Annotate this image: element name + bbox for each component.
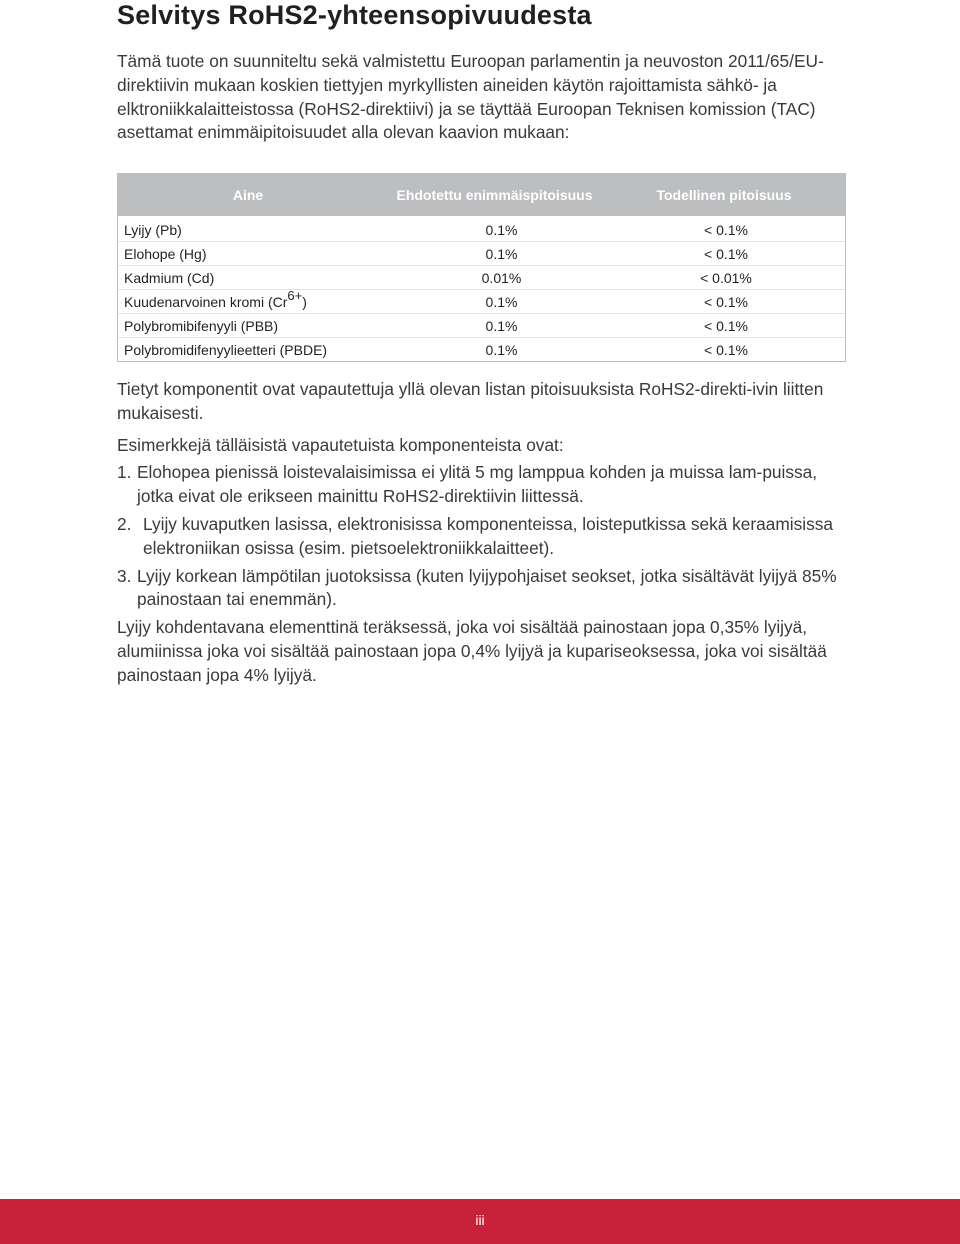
cell-proposed: 0.1% <box>485 221 518 238</box>
table-row <box>118 337 845 361</box>
list-item <box>117 461 852 509</box>
substance-name: Kuudenarvoinen kromi (Cr <box>124 293 288 310</box>
cell-actual: < 0.1% <box>704 317 748 334</box>
oxidation-state: 6+ <box>287 287 303 303</box>
list-number: 3. <box>117 565 132 586</box>
page-title: Selvitys RoHS2-yhteensopivuudesta <box>117 0 592 30</box>
list-item <box>117 513 852 561</box>
footer-bar <box>0 1199 960 1244</box>
header-substance: Aine <box>232 187 264 203</box>
list-text: Lyijy korkean lämpötilan juotoksissa (kuten lyijypohjaiset seokset, jotka sisältävät lyijyä 85% painostaan tai enemmän). <box>137 565 837 610</box>
cell-proposed: 0.01% <box>481 269 522 286</box>
list-number: 1. <box>117 462 132 483</box>
closing-paragraph: Lyijy kohdentavana elementtinä teräksessä, joka voi sisältää painostaan jopa 0,35% lyijyä, alumiinissa joka voi sisältää painostaan jopa 0,4% lyijyä ja kupariseoksessa, joka voi sisältää painostaan jopa 4% lyijyä. <box>117 617 827 685</box>
table-row <box>118 313 845 337</box>
cell-proposed: 0.1% <box>485 293 518 310</box>
table-row <box>118 289 845 313</box>
table-row <box>118 265 845 289</box>
rohs-table <box>117 173 846 362</box>
body-text <box>117 378 852 688</box>
table-body <box>118 216 845 361</box>
cell-proposed: 0.1% <box>485 341 518 358</box>
intro-paragraph: Tämä tuote on suunniteltu sekä valmistettu Euroopan parlamentin ja neuvoston 2011/65/EU-direktiivin mukaan koskien tiettyjen myrkyllisten aineiden käytön rajoittamista sähkö- ja elktroniikkalaitteistossa (RoHS2-direktiivi) ja se täyttää Euroopan Teknisen komission (TAC) asettamat enimmäipitoisuudet alla olevan kaavion mukaan: <box>117 51 824 143</box>
table-header-row <box>118 174 845 216</box>
cell-actual: < 0.1% <box>704 245 748 262</box>
cell-substance: Polybromibifenyyli (PBB) <box>124 317 279 334</box>
cell-substance: Elohope (Hg) <box>124 245 207 262</box>
cell-substance: Kadmium (Cd) <box>124 269 215 286</box>
examples-intro: Esimerkkejä tälläisistä vapautetuista komponenteista ovat: <box>117 434 564 455</box>
cell-proposed: 0.1% <box>485 317 518 334</box>
cell-substance: Lyijy (Pb) <box>124 221 182 238</box>
list-text: Lyijy kuvaputken lasissa, elektronisissa komponenteissa, loisteputkissa sekä keraamisissa elektroniikan osissa (esim. pietsoelektroniikkalaitteet). <box>143 513 833 558</box>
list-item <box>117 565 852 613</box>
cell-substance <box>118 287 390 310</box>
exemption-note: Tietyt komponentit ovat vapautettuja yllä olevan listan pitoisuuksista RoHS2-direkti-ivin liitten mukaisesti. <box>117 379 824 423</box>
cell-actual: < 0.01% <box>700 269 752 286</box>
cell-proposed: 0.1% <box>485 245 518 262</box>
list-text: Elohopea pienissä loistevalaisimissa ei ylitä 5 mg lamppua kohden ja muissa lam-puissa, jotka eivat ole erikseen mainittu RoHS2-direktiivin liittessä. <box>137 462 818 507</box>
table-row <box>118 241 845 265</box>
cell-actual: < 0.1% <box>704 293 748 310</box>
page-number: iii <box>475 1212 485 1228</box>
header-proposed-max: Ehdotettu enimmäispitoisuus <box>396 187 593 203</box>
cell-actual: < 0.1% <box>704 341 748 358</box>
header-actual: Todellinen pitoisuus <box>656 187 792 203</box>
cell-substance: Polybromidifenyylieetteri (PBDE) <box>124 341 328 358</box>
table-row <box>118 218 845 241</box>
substance-suffix: ) <box>302 293 307 310</box>
cell-actual: < 0.1% <box>704 221 748 238</box>
list-number: 2. <box>117 513 132 534</box>
